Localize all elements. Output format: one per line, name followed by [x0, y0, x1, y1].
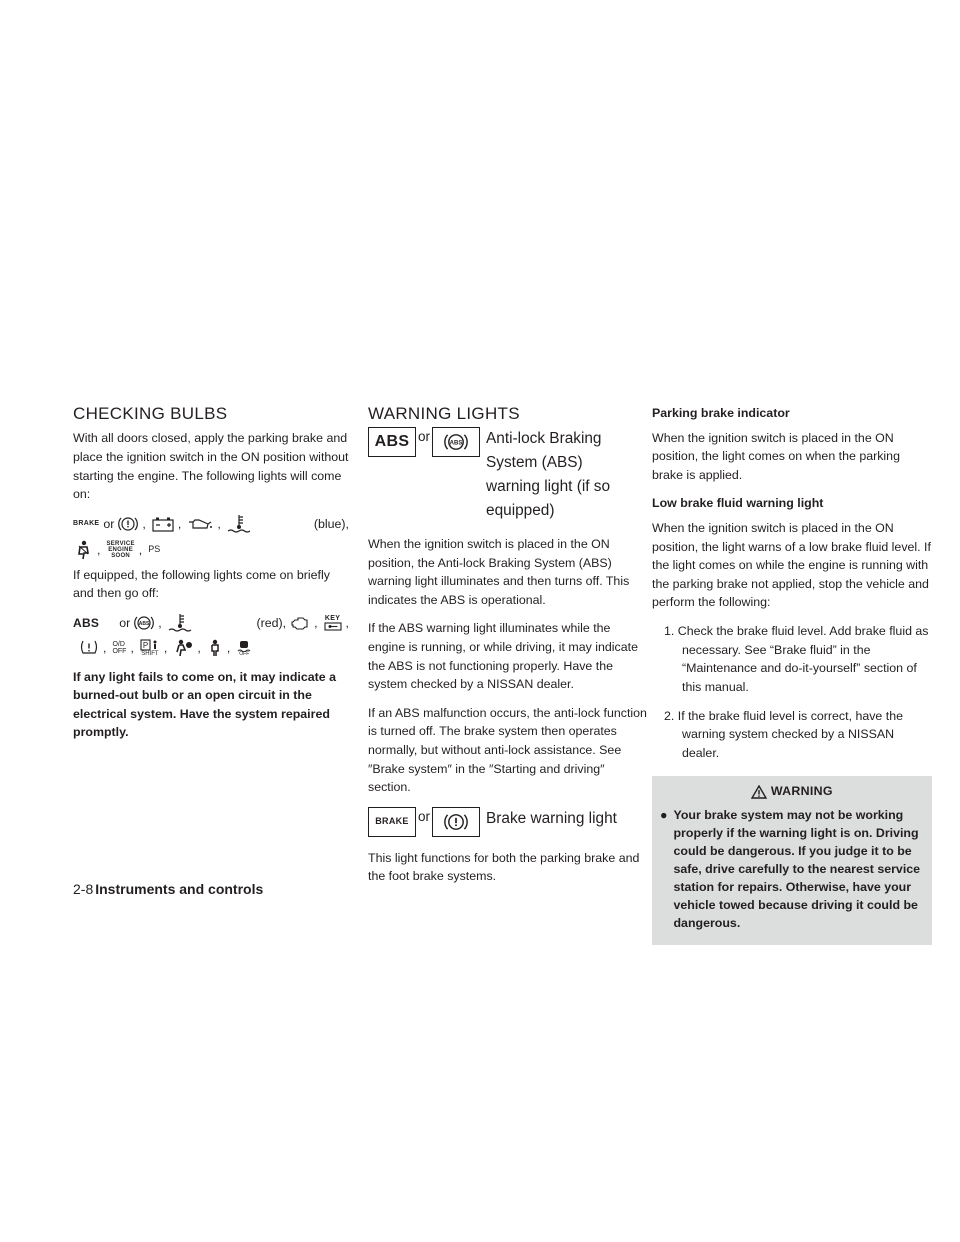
svg-text:P: P	[142, 641, 149, 651]
comma: ,	[138, 542, 143, 557]
comma: ,	[97, 542, 101, 557]
brake-text-icon: BRAKE	[73, 519, 100, 527]
tire-pressure-icon	[79, 639, 99, 657]
procedure-step: 2. If the brake fluid level is correct, have the warning system checked by a NISSAN dealer.	[664, 708, 903, 760]
blue-label: (blue),	[313, 516, 349, 531]
malfunction-indicator-icon	[290, 614, 310, 632]
battery-icon	[152, 516, 174, 532]
shift-p-icon: P SHIFT	[141, 641, 159, 658]
airbag-icon	[173, 639, 193, 657]
comma: ,	[226, 641, 231, 656]
brake-box-icon: BRAKE	[368, 807, 416, 837]
bulb-row-4	[79, 639, 353, 658]
slip-off-icon: OFF	[236, 640, 252, 657]
coolant-temperature-icon	[168, 613, 192, 633]
or-text: or	[119, 615, 131, 630]
power-steering-icon: PS	[148, 544, 161, 555]
comma: ,	[130, 641, 134, 656]
abs-box-icon: ABS	[368, 427, 416, 457]
brake-warning-title: Brake warning light	[486, 809, 617, 827]
column-checking-bulbs	[73, 404, 353, 752]
procedure-step: 1. Check the brake fluid level. Add brake fluid as necessary. See “Brake fluid” in the “Maintenance and do-it-yourself” section of this manual.	[664, 624, 929, 694]
comma: ,	[217, 516, 221, 531]
od-off-icon: O/D OFF	[112, 641, 127, 656]
abs-circle-icon	[134, 614, 154, 632]
abs-paragraph-1: When the ignition switch is placed in the ON position, the Anti-lock Braking System (ABS) warning light illuminates and then turns off. This indicates the ABS is operational.	[368, 536, 630, 607]
parking-brake-paragraph: When the ignition switch is placed in the ON position, the light comes on when the parking brake is applied.	[652, 430, 900, 482]
page-footer	[73, 879, 263, 900]
comma: ,	[163, 641, 168, 656]
or-text: or	[418, 429, 431, 445]
seat-belt-passenger-icon	[207, 639, 223, 657]
warning-box	[652, 776, 932, 945]
column-warning-lights	[368, 404, 648, 896]
svg-text:ABS: ABS	[449, 440, 463, 447]
red-label: (red),	[256, 615, 287, 630]
brake-warning-icon	[118, 515, 138, 533]
warning-header	[660, 782, 924, 801]
comma: ,	[177, 516, 182, 531]
brake-warning-section-header	[368, 807, 648, 837]
abs-warning-section-header	[368, 427, 648, 523]
parking-brake-heading: Parking brake indicator	[652, 406, 790, 420]
equipped-text: If equipped, the following lights come on briefly and then go off:	[73, 567, 330, 601]
warning-text: Your brake system may not be working properly if the warning light is on. Driving could be dangerous. If you judge it to be safe, drive carefully to the nearest service station for repairs. Otherwise, have your vehicle towed because driving it could be dangerous.	[673, 807, 921, 930]
svg-text:ABS: ABS	[139, 621, 150, 628]
column-brake-details	[652, 404, 932, 945]
seat-belt-icon	[73, 540, 93, 560]
warning-triangle-icon	[751, 785, 767, 799]
comma: ,	[158, 615, 162, 630]
oil-pressure-icon	[187, 517, 213, 531]
bulb-row-3	[73, 613, 353, 633]
bulb-failure-note: If any light fails to come on, it may indicate a burned-out bulb or an open circuit in the electrical system. Have the system repaired promptly.	[73, 669, 337, 740]
bulb-row-2	[73, 540, 353, 560]
or-text: or	[418, 808, 431, 824]
service-engine-soon-icon: SERVICE ENGINE SOON	[106, 540, 135, 559]
abs-paragraph-2: If the ABS warning light illuminates while the engine is running, or while driving, it may indicate the ABS is not functioning properly. Have the system checked by a NISSAN dealer.	[368, 621, 638, 692]
brake-paragraph: This light functions for both the parking brake and the foot brake systems.	[368, 850, 640, 884]
comma: ,	[197, 641, 201, 656]
heading-warning-lights: WARNING LIGHTS	[368, 404, 520, 423]
comma: ,	[345, 615, 349, 630]
brake-circle-box-icon	[432, 807, 480, 837]
abs-paragraph-3: If an ABS malfunction occurs, the anti-lock function is turned off. The brake system then operates normally, but without anti-lock assistance. See ″Brake system″ in the ″Starting and driving″ section.	[368, 705, 647, 795]
comma: ,	[314, 615, 318, 630]
section-label: Instruments and controls	[95, 881, 264, 897]
low-fluid-heading: Low brake fluid warning light	[652, 496, 824, 511]
warning-title: WARNING	[770, 784, 833, 799]
or-text: or	[103, 516, 115, 531]
comma: ,	[103, 641, 107, 656]
procedure-steps	[652, 622, 932, 762]
checking-intro: With all doors closed, apply the parking brake and place the ignition switch in the ON position without starting the engine. The following lights will come on:	[73, 431, 349, 502]
heading-checking-bulbs: CHECKING BULBS	[73, 404, 228, 423]
key-icon: KEY	[324, 615, 342, 631]
page-number: 2-8	[73, 881, 94, 897]
low-fluid-paragraph: When the ignition switch is placed in the ON position, the light warns of a low brake fluid level. If the light comes on while the engine is running with the parking brake not applied, stop the vehicle and perform the following:	[652, 521, 931, 610]
abs-circle-box-icon	[432, 427, 480, 457]
coolant-temperature-icon	[227, 514, 251, 534]
abs-text-icon: ABS	[73, 616, 100, 631]
abs-warning-title: Anti-lock Braking System (ABS) warning light (if so equipped)	[486, 430, 611, 520]
comma: ,	[142, 516, 146, 531]
bulb-row-1	[73, 514, 353, 534]
warning-item	[660, 807, 924, 933]
bullet-icon: ●	[660, 807, 668, 822]
